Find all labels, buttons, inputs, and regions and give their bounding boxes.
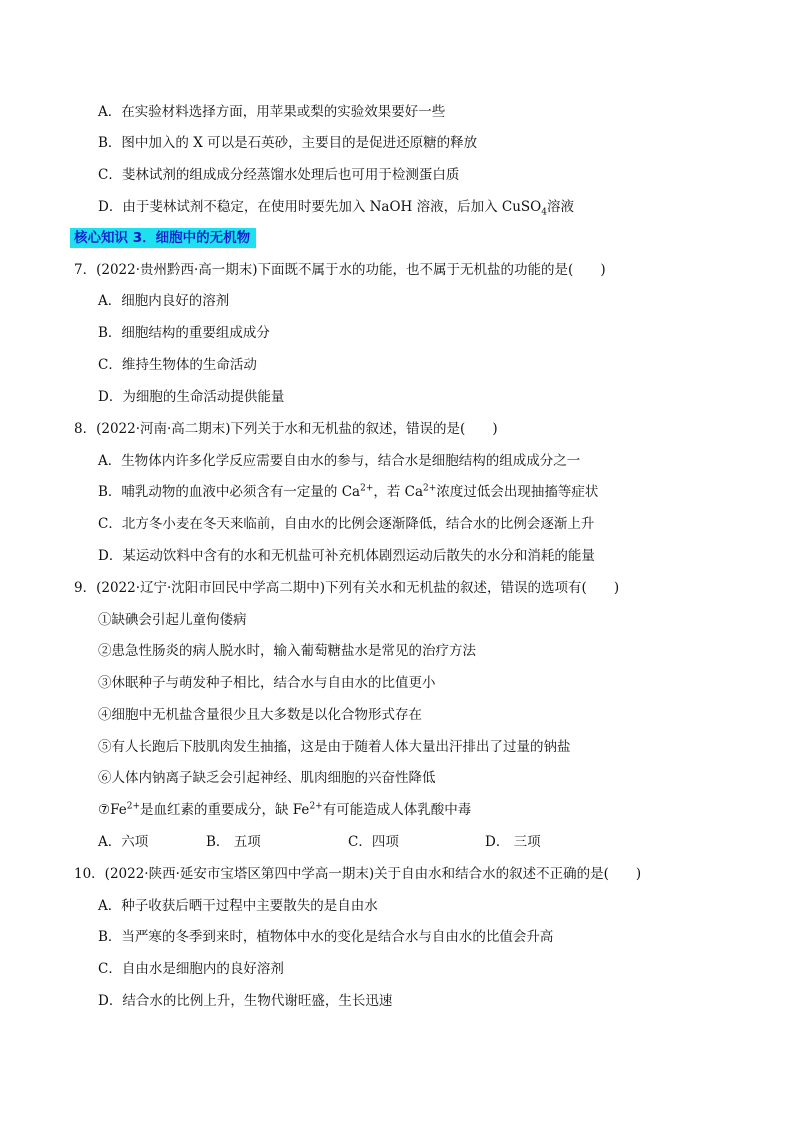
q7-option-d: D．为细胞的生命活动提供能量: [98, 389, 285, 405]
q10-option-d: D．结合水的比例上升，生物代谢旺盛，生长迅速: [98, 993, 393, 1009]
q9-statement-4: ④细胞中无机盐含量很少且大多数是以化合物形式存在: [98, 707, 422, 723]
q9-option-d: D． 三项: [485, 834, 541, 850]
q9-statement-3: ③休眠种子与萌发种子相比，结合水与自由水的比值更小: [98, 675, 436, 691]
section-heading: 核心知识 3．细胞中的无机物: [70, 228, 256, 248]
q9-option-c: C．四项: [348, 834, 399, 850]
q8-option-c: C．北方冬小麦在冬天来临前，自由水的比例会逐渐降低，结合水的比例会逐渐上升: [98, 516, 595, 532]
q7-option-b: B．细胞结构的重要组成成分: [98, 325, 270, 341]
q9-stem: 9．(2022·辽宁·沈阳市回民中学高二期中)下列有关水和无机盐的叙述，错误的选项有( ): [74, 580, 620, 596]
prev-option-a: A．在实验材料选择方面，用苹果或梨的实验效果要好一些: [98, 104, 446, 120]
prev-option-c: C．斐林试剂的组成成分经蒸馏水处理后也可用于检测蛋白质: [98, 167, 460, 183]
q10-option-a: A．种子收获后晒干过程中主要散失的是自由水: [98, 898, 378, 914]
q10-stem: 10．(2022·陕西·延安市宝塔区第四中学高一期末)关于自由水和结合水的叙述不正确的是( ): [74, 866, 642, 882]
q8-option-a: A．生物体内许多化学反应需要自由水的参与，结合水是细胞结构的组成成分之一: [98, 453, 581, 469]
prev-option-d: D．由于斐林试剂不稳定，在使用时要先加入 NaOH 溶液，后加入 CuSO$_4$溶液: [98, 199, 574, 218]
q9-statement-1: ①缺碘会引起儿童佝偻病: [98, 612, 247, 628]
q9-statement-2: ②患急性肠炎的病人脱水时，输入葡萄糖盐水是常见的治疗方法: [98, 643, 476, 659]
q9-statement-7: $⑦Fe^{2+}$是血红素的重要成分，缺 $Fe^{2+}$有可能造成人体乳酸中毒: [98, 801, 472, 818]
q8-option-d: D．某运动饮料中含有的水和无机盐可补充机体剧烈运动后散失的水分和消耗的能量: [98, 548, 595, 564]
q9-statement-5: ⑤有人长跑后下肢肌肉发生抽搐，这是由于随着人体大量出汗排出了过量的钠盐: [98, 739, 571, 755]
q9-option-b: B． 五项: [206, 834, 261, 850]
q8-stem: 8．(2022·河南·高二期末)下列关于水和无机盐的叙述，错误的是( ): [74, 421, 498, 437]
q10-option-b: B．当严寒的冬季到来时，植物体中水的变化是结合水与自由水的比值会升高: [98, 929, 554, 945]
q10-option-c: C．自由水是细胞内的良好溶剂: [98, 961, 284, 977]
q9-option-a: A．六项: [98, 834, 149, 850]
q7-option-c: C．维持生物体的生命活动: [98, 357, 257, 373]
q7-option-a: A．细胞内良好的溶剂: [98, 293, 230, 309]
q9-options: [98, 832, 658, 852]
q9-statement-6: ⑥人体内钠离子缺乏会引起神经、肌肉细胞的兴奋性降低: [98, 770, 436, 786]
q7-stem: 7．(2022·贵州黔西·高一期末)下面既不属于水的功能，也不属于无机盐的功能的是( ): [74, 262, 606, 278]
q8-option-b: B．哺乳动物的血液中必须含有一定量的 $Ca^{2+}$，若 $Ca^{2+}$浓度过低会出现抽搐等症状: [98, 483, 599, 500]
prev-option-b: B．图中加入的 X 可以是石英砂，主要目的是促进还原糖的释放: [98, 135, 478, 151]
